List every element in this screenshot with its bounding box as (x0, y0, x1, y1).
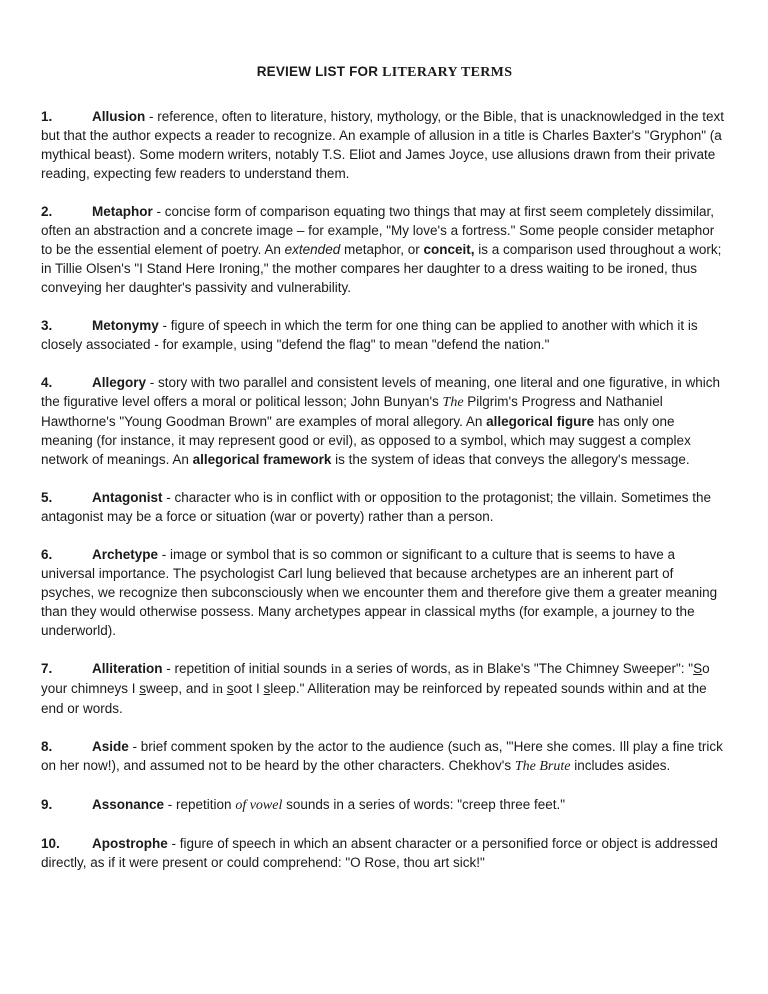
term-definition-segment: oot I (233, 681, 264, 696)
term-item (41, 737, 728, 776)
term-item (41, 834, 728, 872)
term-definition-segment: allegorical figure (486, 414, 595, 429)
term-number: 9. (41, 797, 53, 812)
term-definition-segment: of vowel (235, 798, 283, 813)
term-name: Aside (92, 739, 129, 754)
term-item (41, 373, 728, 469)
term-number: 10. (41, 836, 60, 851)
term-definition-segment: is the system of ideas that conveys the allegory's message. (331, 452, 690, 467)
term-definition-segment: The (442, 395, 464, 410)
term-definition-segment: extended (284, 242, 341, 257)
term-item (41, 795, 728, 815)
term-name: Alliteration (92, 661, 163, 676)
term-definition-segment: s (139, 681, 147, 696)
term-definition-segment: - concise form of comparison equating two things that may at first seem completely dissimilar, often an abstraction and a concrete image – for example, "My love's a fortress." Some people consider metaphor to be the essential element of poetry. An (41, 204, 715, 257)
term-definition-segment: sounds in a series of words: "creep three feet." (282, 797, 566, 812)
term-definition-segment: - character who is in conflict with or opposition to the protagonist; the villain. Sometimes the antagonist may be a force or situation (war or poverty) rather than a person. (41, 490, 712, 524)
term-name: Metaphor (92, 204, 153, 219)
term-number: 5. (41, 490, 53, 505)
term-definition-segment: - brief comment spoken by the actor to the audience (such as, "'Here she comes. Ill play a fine trick on her now!), and assumed not to be heard by the other characters. Chekhov's (41, 739, 723, 773)
page-title (41, 62, 728, 82)
term-definition-segment: is a comparison used throughout a work; in Tillie Olsen's "I Stand Here Ironing," the mother compares her daughter to a dress waiting to be ironed, thus conveying her daughter's passivity and vulnerability. (41, 242, 722, 295)
term-definition-segment: metaphor, or (340, 242, 424, 257)
term-number: 2. (41, 204, 53, 219)
term-number: 1. (41, 109, 53, 124)
term-name: Allegory (92, 375, 147, 390)
term-definition-segment: weep, and (146, 681, 213, 696)
term-definition-segment: in (330, 662, 342, 677)
term-definition-segment: - figure of speech in which an absent character or a personified force or object is addressed directly, as if it were present or could comprehend: "O Rose, thou art sick!" (41, 836, 718, 870)
term-definition-segment: has only one meaning (for instance, it may represent good or evil), as opposed to a symbol, which may suggest a complex network of meanings. An (41, 414, 691, 467)
term-definition-segment: s (226, 681, 234, 696)
term-definition-segment: - repetition of initial sounds (162, 661, 331, 676)
term-definition-segment: allegorical framework (192, 452, 332, 467)
term-definition-segment: s (263, 681, 271, 696)
term-number: 3. (41, 318, 53, 333)
term-number: 6. (41, 547, 53, 562)
term-definition-segment: conceit, (423, 242, 475, 257)
term-item (41, 316, 728, 354)
term-definition-segment: a series of words, as in Blake's "The Chimney Sweeper": " (341, 661, 694, 676)
term-item (41, 659, 728, 718)
term-item (41, 107, 728, 183)
term-name: Apostrophe (92, 836, 168, 851)
terms-list (41, 107, 728, 872)
term-number: 4. (41, 375, 53, 390)
term-definition-segment: in (212, 682, 223, 697)
term-definition-segment: S (693, 661, 703, 676)
term-item (41, 202, 728, 297)
term-number: 8. (41, 739, 53, 754)
term-item (41, 545, 728, 640)
term-definition-segment: - reference, often to literature, history, mythology, or the Bible, that is unacknowledged in the text but that the author expects a reader to recognize. An example of allusion in a title is Charles Baxter's "Gryphon" (a mythical beast). Some modern writers, notably T.S. Eliot and James Joyce, use allusions drawn from their private reading, expecting few readers to understand them. (41, 109, 725, 181)
title-part: REVIEW LIST FOR (256, 64, 383, 79)
term-definition-segment: Pilgrim's Progress and Nathaniel Hawthorne's "Young Goodman Brown" are examples of moral allegory. An (41, 394, 663, 429)
term-definition-segment: o your chimneys I (41, 661, 710, 696)
title-part: LITERARY TERMS (382, 65, 513, 80)
term-name: Antagonist (92, 490, 163, 505)
term-definition-segment: includes asides. (570, 758, 671, 773)
term-definition-segment: - image or symbol that is so common or significant to a culture that is seems to have a universal importance. The psychologist Carl lung believed that because archetypes are an inherent part of psyches, we recognize then subconsciously when we encounter them and therefore give them a greater meaning than they would otherwise possess. Many archetypes appear in classical myths (for example, a journey to the underworld). (41, 547, 718, 638)
term-definition-segment: leep." Alliteration may be reinforced by repeated sounds within and at the end or words. (41, 681, 707, 716)
term-definition-segment: - story with two parallel and consistent levels of meaning, one literal and one figurative, in which the figurative level offers a moral or political lesson; John Bunyan's (41, 375, 721, 409)
term-name: Archetype (92, 547, 159, 562)
term-number: 7. (41, 661, 53, 676)
term-definition-segment: - figure of speech in which the term for one thing can be applied to another with which it is closely associated - for example, using "defend the flag" to mean "defend the nation." (41, 318, 698, 352)
term-name: Assonance (92, 797, 165, 812)
term-definition-segment: - repetition (164, 797, 236, 812)
term-definition-segment: The Brute (514, 759, 571, 774)
term-name: Metonymy (92, 318, 159, 333)
term-item (41, 488, 728, 526)
term-name: Allusion (92, 109, 146, 124)
